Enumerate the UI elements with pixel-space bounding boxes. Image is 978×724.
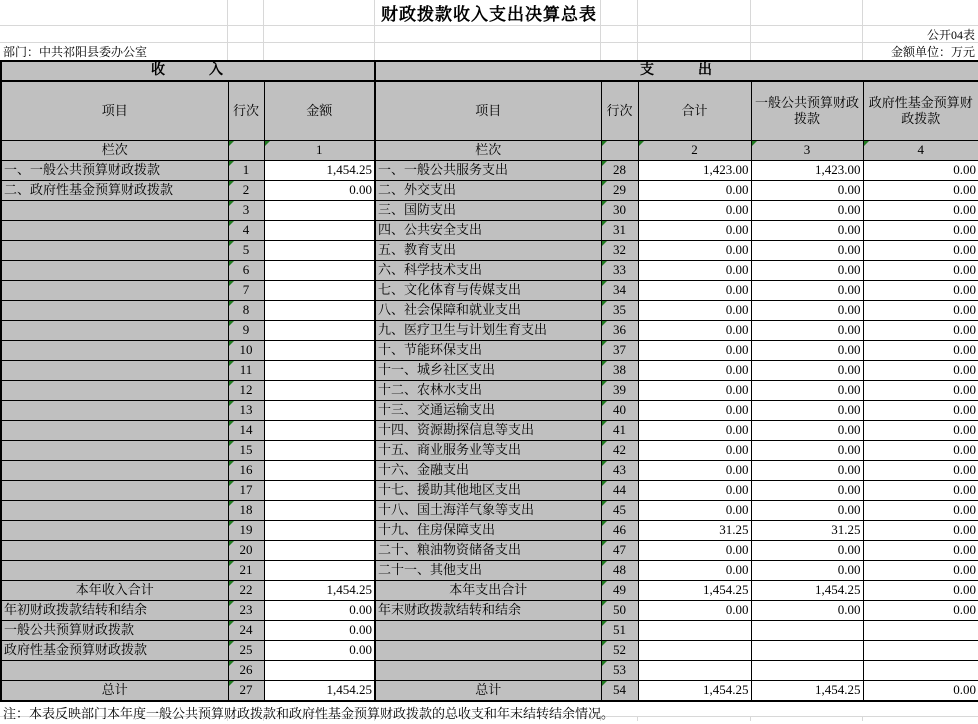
expense-general-budget-cell bbox=[751, 661, 863, 681]
income-row-number: 24 bbox=[228, 621, 264, 641]
expense-item-cell: 六、科学技术支出 bbox=[375, 261, 601, 281]
income-amount-cell: 1,454.25 bbox=[264, 581, 375, 601]
unit-label: 金额单位：万元 bbox=[890, 45, 975, 59]
expense-total-cell: 0.00 bbox=[638, 341, 751, 361]
expense-item-cell: 十五、商业服务业等支出 bbox=[375, 441, 601, 461]
column-index-row bbox=[1, 141, 978, 161]
expense-general-budget-cell: 0.00 bbox=[751, 381, 863, 401]
income-row-number: 2 bbox=[228, 181, 264, 201]
expense-general-budget-cell: 0.00 bbox=[751, 561, 863, 581]
income-item-cell bbox=[1, 241, 228, 261]
income-amount-cell bbox=[264, 501, 375, 521]
table-row bbox=[1, 201, 978, 221]
expense-general-budget-cell: 31.25 bbox=[751, 521, 863, 541]
col-header-expense-row: 行次 bbox=[601, 81, 638, 141]
income-item-cell bbox=[1, 301, 228, 321]
income-row-number: 9 bbox=[228, 321, 264, 341]
expense-total-cell bbox=[638, 641, 751, 661]
expense-gov-fund-cell: 0.00 bbox=[863, 301, 978, 321]
expense-item-cell: 七、文化体育与传媒支出 bbox=[375, 281, 601, 301]
expense-row-number: 47 bbox=[601, 541, 638, 561]
income-item-cell bbox=[1, 321, 228, 341]
expense-gov-fund-cell: 0.00 bbox=[863, 601, 978, 621]
expense-gov-fund-cell: 0.00 bbox=[863, 461, 978, 481]
expense-row-number: 40 bbox=[601, 401, 638, 421]
expense-item-cell: 二十一、其他支出 bbox=[375, 561, 601, 581]
col-header-income-item: 项目 bbox=[1, 81, 228, 141]
income-row-number: 8 bbox=[228, 301, 264, 321]
income-row-number: 22 bbox=[228, 581, 264, 601]
income-item-cell: 二、政府性基金预算财政拨款 bbox=[1, 181, 228, 201]
expense-item-cell: 十一、城乡社区支出 bbox=[375, 361, 601, 381]
expense-total-cell: 0.00 bbox=[638, 281, 751, 301]
income-amount-cell bbox=[264, 281, 375, 301]
table-code: 公开04表 bbox=[926, 27, 975, 42]
column-header-row bbox=[1, 81, 978, 141]
table-row bbox=[1, 521, 978, 541]
expense-general-budget-cell: 0.00 bbox=[751, 321, 863, 341]
expense-item-cell: 本年支出合计 bbox=[375, 581, 601, 601]
table-row bbox=[1, 161, 978, 181]
income-amount-cell bbox=[264, 341, 375, 361]
footnote: 注：本表反映部门本年度一般公共预算财政拨款和政府性基金预算财政拨款的总收支和年末结转结余情况。 bbox=[3, 706, 615, 721]
expense-gov-fund-cell bbox=[863, 661, 978, 681]
table-row bbox=[1, 601, 978, 621]
expense-item-cell: 八、社会保障和就业支出 bbox=[375, 301, 601, 321]
expense-general-budget-cell: 0.00 bbox=[751, 461, 863, 481]
expense-row-number: 51 bbox=[601, 621, 638, 641]
expense-gov-fund-cell: 0.00 bbox=[863, 361, 978, 381]
income-amount-cell bbox=[264, 561, 375, 581]
income-amount-cell bbox=[264, 201, 375, 221]
expense-row-number: 42 bbox=[601, 441, 638, 461]
income-row-number: 27 bbox=[228, 681, 264, 701]
expense-total-cell: 0.00 bbox=[638, 321, 751, 341]
expense-item-cell: 十、节能环保支出 bbox=[375, 341, 601, 361]
income-row-number: 11 bbox=[228, 361, 264, 381]
income-row-number: 3 bbox=[228, 201, 264, 221]
table-row bbox=[1, 661, 978, 681]
expense-item-cell bbox=[375, 621, 601, 641]
expense-item-cell bbox=[375, 641, 601, 661]
expense-total-cell: 0.00 bbox=[638, 241, 751, 261]
expense-gov-fund-cell: 0.00 bbox=[863, 521, 978, 541]
expense-general-budget-cell: 0.00 bbox=[751, 301, 863, 321]
income-item-cell: 本年收入合计 bbox=[1, 581, 228, 601]
income-item-cell bbox=[1, 661, 228, 681]
expense-row-number: 48 bbox=[601, 561, 638, 581]
table-row bbox=[1, 401, 978, 421]
income-amount-cell bbox=[264, 521, 375, 541]
table-row bbox=[1, 421, 978, 441]
income-item-cell: 总计 bbox=[1, 681, 228, 701]
expense-total-cell: 0.00 bbox=[638, 381, 751, 401]
expense-total-cell: 0.00 bbox=[638, 561, 751, 581]
expense-general-budget-cell: 0.00 bbox=[751, 201, 863, 221]
income-amount-cell bbox=[264, 661, 375, 681]
expense-gov-fund-cell: 0.00 bbox=[863, 481, 978, 501]
income-row-number: 18 bbox=[228, 501, 264, 521]
expense-total-cell: 1,454.25 bbox=[638, 581, 751, 601]
expense-item-cell: 五、教育支出 bbox=[375, 241, 601, 261]
income-amount-cell: 0.00 bbox=[264, 601, 375, 621]
income-amount-cell: 0.00 bbox=[264, 641, 375, 661]
expense-general-budget-cell: 0.00 bbox=[751, 481, 863, 501]
expense-gov-fund-cell: 0.00 bbox=[863, 161, 978, 181]
expense-item-cell: 十三、交通运输支出 bbox=[375, 401, 601, 421]
income-amount-cell bbox=[264, 441, 375, 461]
income-row-number: 10 bbox=[228, 341, 264, 361]
expense-total-cell: 0.00 bbox=[638, 441, 751, 461]
income-amount-cell bbox=[264, 321, 375, 341]
expense-item-cell: 十八、国土海洋气象等支出 bbox=[375, 501, 601, 521]
expense-total-cell: 0.00 bbox=[638, 201, 751, 221]
expense-gov-fund-cell: 0.00 bbox=[863, 221, 978, 241]
expense-general-budget-cell: 0.00 bbox=[751, 601, 863, 621]
income-item-cell bbox=[1, 221, 228, 241]
expense-item-cell: 九、医疗卫生与计划生育支出 bbox=[375, 321, 601, 341]
expense-gov-fund-cell: 0.00 bbox=[863, 181, 978, 201]
expense-gov-fund-cell: 0.00 bbox=[863, 501, 978, 521]
income-row-number: 17 bbox=[228, 481, 264, 501]
col-header-expense-total: 合计 bbox=[638, 81, 751, 141]
expense-gov-fund-cell: 0.00 bbox=[863, 441, 978, 461]
expense-general-budget-cell: 0.00 bbox=[751, 241, 863, 261]
income-row-number: 25 bbox=[228, 641, 264, 661]
income-item-cell bbox=[1, 261, 228, 281]
table-row bbox=[1, 341, 978, 361]
table-row bbox=[1, 561, 978, 581]
expense-row-number: 43 bbox=[601, 461, 638, 481]
expense-gov-fund-cell: 0.00 bbox=[863, 541, 978, 561]
col-header-expense-general: 一般公共预算财政拨款 bbox=[751, 81, 863, 141]
income-row-number: 15 bbox=[228, 441, 264, 461]
expense-gov-fund-cell: 0.00 bbox=[863, 341, 978, 361]
table-row bbox=[1, 381, 978, 401]
income-item-cell bbox=[1, 461, 228, 481]
income-item-cell bbox=[1, 381, 228, 401]
expense-gov-fund-cell: 0.00 bbox=[863, 261, 978, 281]
income-amount-cell bbox=[264, 241, 375, 261]
expense-total-cell: 0.00 bbox=[638, 261, 751, 281]
income-row-number: 21 bbox=[228, 561, 264, 581]
expense-item-cell: 三、国防支出 bbox=[375, 201, 601, 221]
expense-general-budget-cell bbox=[751, 641, 863, 661]
table-row bbox=[1, 581, 978, 601]
income-item-cell bbox=[1, 341, 228, 361]
expense-item-cell: 总计 bbox=[375, 681, 601, 701]
page-title: 财政拨款收入支出决算总表 bbox=[381, 5, 597, 24]
income-item-cell bbox=[1, 361, 228, 381]
section-band-row bbox=[1, 61, 978, 81]
expense-item-cell: 十六、金融支出 bbox=[375, 461, 601, 481]
income-item-cell bbox=[1, 401, 228, 421]
expense-row-number: 28 bbox=[601, 161, 638, 181]
income-item-cell bbox=[1, 421, 228, 441]
expense-gov-fund-cell: 0.00 bbox=[863, 241, 978, 261]
expense-total-cell: 31.25 bbox=[638, 521, 751, 541]
income-row-number: 6 bbox=[228, 261, 264, 281]
expense-general-budget-cell: 0.00 bbox=[751, 421, 863, 441]
column-index-2: 2 bbox=[638, 141, 751, 161]
expense-total-cell: 0.00 bbox=[638, 181, 751, 201]
table-row bbox=[1, 281, 978, 301]
income-amount-cell: 0.00 bbox=[264, 621, 375, 641]
expense-item-cell: 二十、粮油物资储备支出 bbox=[375, 541, 601, 561]
income-amount-cell: 0.00 bbox=[264, 181, 375, 201]
income-row-number: 5 bbox=[228, 241, 264, 261]
expense-item-cell: 二、外交支出 bbox=[375, 181, 601, 201]
income-section-header: 收入 bbox=[1, 61, 375, 81]
expense-general-budget-cell: 0.00 bbox=[751, 401, 863, 421]
col-header-expense-govfund: 政府性基金预算财政拨款 bbox=[863, 81, 978, 141]
expense-row-number: 29 bbox=[601, 181, 638, 201]
budget-table bbox=[0, 60, 978, 702]
table-row bbox=[1, 441, 978, 461]
expense-row-number: 50 bbox=[601, 601, 638, 621]
expense-general-budget-cell: 0.00 bbox=[751, 361, 863, 381]
column-index-4: 4 bbox=[863, 141, 978, 161]
expense-item-cell: 十二、农林水支出 bbox=[375, 381, 601, 401]
expense-row-number: 46 bbox=[601, 521, 638, 541]
expense-general-budget-cell bbox=[751, 621, 863, 641]
income-amount-cell bbox=[264, 481, 375, 501]
income-item-cell: 一、一般公共预算财政拨款 bbox=[1, 161, 228, 181]
income-amount-cell bbox=[264, 401, 375, 421]
expense-item-cell: 一、一般公共服务支出 bbox=[375, 161, 601, 181]
expense-row-number: 37 bbox=[601, 341, 638, 361]
table-row bbox=[1, 181, 978, 201]
expense-total-cell: 0.00 bbox=[638, 601, 751, 621]
expense-gov-fund-cell: 0.00 bbox=[863, 421, 978, 441]
col-header-expense-item: 项目 bbox=[375, 81, 601, 141]
expense-row-number: 30 bbox=[601, 201, 638, 221]
table-row bbox=[1, 641, 978, 661]
expense-row-number: 54 bbox=[601, 681, 638, 701]
expense-gov-fund-cell: 0.00 bbox=[863, 581, 978, 601]
expense-gov-fund-cell: 0.00 bbox=[863, 201, 978, 221]
expense-total-cell bbox=[638, 621, 751, 641]
expense-general-budget-cell: 0.00 bbox=[751, 221, 863, 241]
table-row bbox=[1, 221, 978, 241]
expense-row-number: 36 bbox=[601, 321, 638, 341]
expense-general-budget-cell: 1,454.25 bbox=[751, 681, 863, 701]
expense-row-number: 35 bbox=[601, 301, 638, 321]
income-item-cell bbox=[1, 541, 228, 561]
income-row-number: 7 bbox=[228, 281, 264, 301]
table-row bbox=[1, 241, 978, 261]
income-row-number: 13 bbox=[228, 401, 264, 421]
expense-total-cell bbox=[638, 661, 751, 681]
income-row-number: 19 bbox=[228, 521, 264, 541]
income-item-cell bbox=[1, 481, 228, 501]
table-row bbox=[1, 461, 978, 481]
expense-row-number: 52 bbox=[601, 641, 638, 661]
expense-general-budget-cell: 0.00 bbox=[751, 261, 863, 281]
income-item-cell bbox=[1, 521, 228, 541]
expense-gov-fund-cell: 0.00 bbox=[863, 681, 978, 701]
income-row-number: 23 bbox=[228, 601, 264, 621]
expense-row-number: 31 bbox=[601, 221, 638, 241]
expense-total-cell: 0.00 bbox=[638, 301, 751, 321]
expense-total-cell: 0.00 bbox=[638, 541, 751, 561]
table-row bbox=[1, 681, 978, 701]
table-row bbox=[1, 541, 978, 561]
table-row bbox=[1, 261, 978, 281]
table-row bbox=[1, 361, 978, 381]
expense-row-number: 33 bbox=[601, 261, 638, 281]
income-item-cell bbox=[1, 561, 228, 581]
expense-row-number: 38 bbox=[601, 361, 638, 381]
table-row bbox=[1, 501, 978, 521]
income-row-number: 12 bbox=[228, 381, 264, 401]
expense-gov-fund-cell: 0.00 bbox=[863, 281, 978, 301]
expense-row-number: 44 bbox=[601, 481, 638, 501]
income-item-cell bbox=[1, 441, 228, 461]
expense-general-budget-cell: 0.00 bbox=[751, 341, 863, 361]
column-index-1: 1 bbox=[264, 141, 375, 161]
income-amount-cell bbox=[264, 261, 375, 281]
income-amount-cell bbox=[264, 301, 375, 321]
income-amount-cell bbox=[264, 461, 375, 481]
meta-row bbox=[0, 43, 978, 60]
income-amount-cell bbox=[264, 381, 375, 401]
expense-row-number: 39 bbox=[601, 381, 638, 401]
expense-gov-fund-cell: 0.00 bbox=[863, 321, 978, 341]
expense-total-cell: 1,454.25 bbox=[638, 681, 751, 701]
expense-item-cell: 四、公共安全支出 bbox=[375, 221, 601, 241]
expense-general-budget-cell: 0.00 bbox=[751, 181, 863, 201]
expense-section-header: 支出 bbox=[375, 61, 978, 81]
expense-item-cell: 年末财政拨款结转和结余 bbox=[375, 601, 601, 621]
expense-item-cell: 十四、资源勘探信息等支出 bbox=[375, 421, 601, 441]
table-row bbox=[1, 621, 978, 641]
col-header-income-amount: 金额 bbox=[264, 81, 375, 141]
expense-gov-fund-cell: 0.00 bbox=[863, 561, 978, 581]
income-row-number: 14 bbox=[228, 421, 264, 441]
table-body bbox=[1, 161, 978, 701]
expense-general-budget-cell: 1,423.00 bbox=[751, 161, 863, 181]
expense-general-budget-cell: 0.00 bbox=[751, 441, 863, 461]
expense-item-cell bbox=[375, 661, 601, 681]
expense-total-cell: 0.00 bbox=[638, 461, 751, 481]
department-label: 部门：中共祁阳县委办公室 bbox=[3, 45, 148, 59]
expense-total-cell: 0.00 bbox=[638, 361, 751, 381]
expense-total-cell: 0.00 bbox=[638, 401, 751, 421]
lanci-income-row-blank bbox=[228, 141, 264, 161]
table-row bbox=[1, 481, 978, 501]
income-item-cell bbox=[1, 201, 228, 221]
table-row bbox=[1, 301, 978, 321]
expense-gov-fund-cell: 0.00 bbox=[863, 381, 978, 401]
income-amount-cell bbox=[264, 221, 375, 241]
income-row-number: 16 bbox=[228, 461, 264, 481]
income-item-cell bbox=[1, 501, 228, 521]
expense-total-cell: 0.00 bbox=[638, 481, 751, 501]
income-row-number: 1 bbox=[228, 161, 264, 181]
expense-total-cell: 0.00 bbox=[638, 501, 751, 521]
expense-general-budget-cell: 1,454.25 bbox=[751, 581, 863, 601]
expense-total-cell: 1,423.00 bbox=[638, 161, 751, 181]
col-header-income-row: 行次 bbox=[228, 81, 264, 141]
lanci-label-income: 栏次 bbox=[1, 141, 228, 161]
column-index-3: 3 bbox=[751, 141, 863, 161]
expense-total-cell: 0.00 bbox=[638, 421, 751, 441]
expense-row-number: 53 bbox=[601, 661, 638, 681]
expense-gov-fund-cell bbox=[863, 621, 978, 641]
expense-row-number: 34 bbox=[601, 281, 638, 301]
income-amount-cell: 1,454.25 bbox=[264, 681, 375, 701]
income-item-cell bbox=[1, 281, 228, 301]
lanci-label-expense: 栏次 bbox=[375, 141, 601, 161]
income-amount-cell bbox=[264, 421, 375, 441]
expense-row-number: 45 bbox=[601, 501, 638, 521]
expense-general-budget-cell: 0.00 bbox=[751, 541, 863, 561]
expense-item-cell: 十七、援助其他地区支出 bbox=[375, 481, 601, 501]
lanci-expense-row-blank bbox=[601, 141, 638, 161]
income-item-cell: 政府性基金预算财政拨款 bbox=[1, 641, 228, 661]
expense-row-number: 32 bbox=[601, 241, 638, 261]
expense-item-cell: 十九、住房保障支出 bbox=[375, 521, 601, 541]
income-item-cell: 一般公共预算财政拨款 bbox=[1, 621, 228, 641]
income-amount-cell bbox=[264, 361, 375, 381]
expense-general-budget-cell: 0.00 bbox=[751, 501, 863, 521]
expense-row-number: 41 bbox=[601, 421, 638, 441]
expense-row-number: 49 bbox=[601, 581, 638, 601]
income-amount-cell: 1,454.25 bbox=[264, 161, 375, 181]
expense-general-budget-cell: 0.00 bbox=[751, 281, 863, 301]
income-row-number: 20 bbox=[228, 541, 264, 561]
income-row-number: 26 bbox=[228, 661, 264, 681]
table-row bbox=[1, 321, 978, 341]
document-header bbox=[0, 0, 978, 60]
income-item-cell: 年初财政拨款结转和结余 bbox=[1, 601, 228, 621]
expense-gov-fund-cell bbox=[863, 641, 978, 661]
expense-total-cell: 0.00 bbox=[638, 221, 751, 241]
expense-gov-fund-cell: 0.00 bbox=[863, 401, 978, 421]
income-row-number: 4 bbox=[228, 221, 264, 241]
income-amount-cell bbox=[264, 541, 375, 561]
